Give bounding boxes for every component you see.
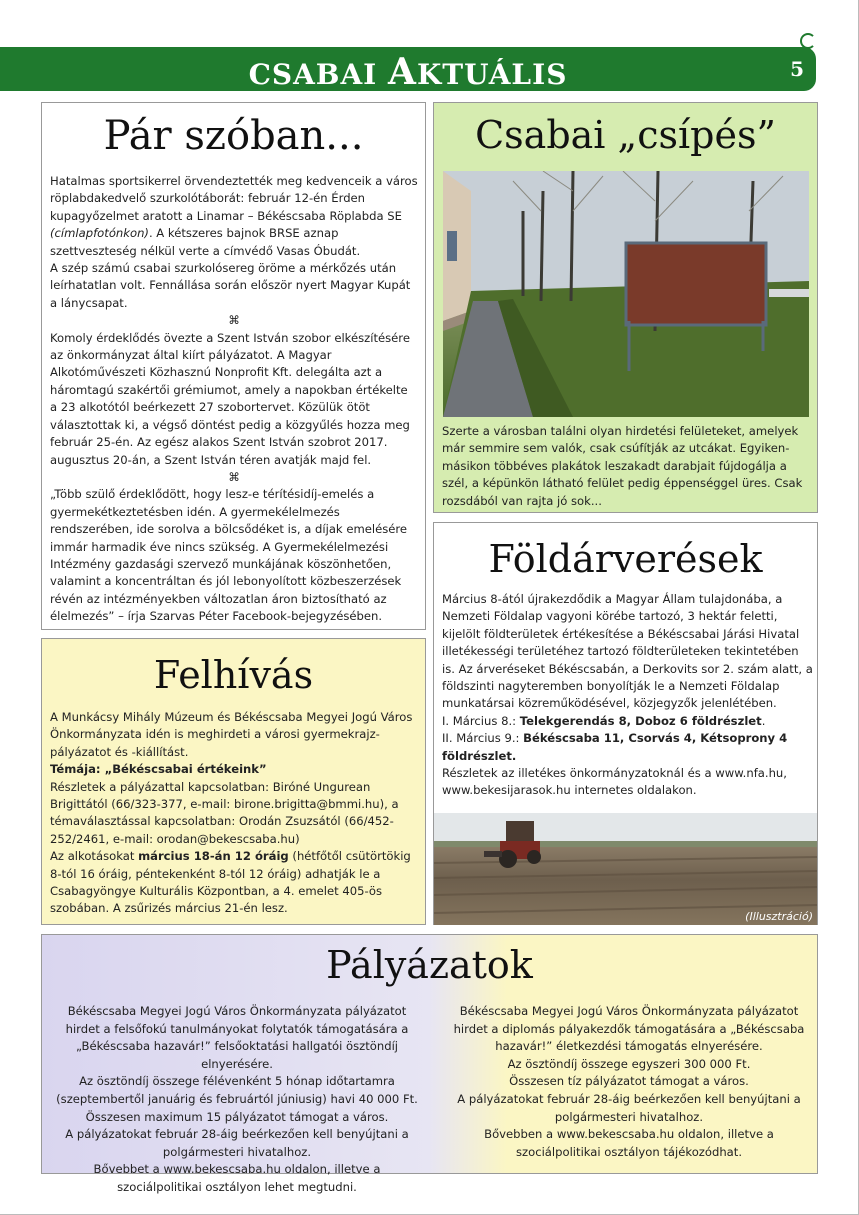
paragraph: Részletek az illetékes önkormányzatoknál és a www.nfa.hu, www.bekesijarasok.hu internetes oldalakon. [442, 766, 787, 798]
illustration-caption: (Illusztráció) [745, 910, 813, 923]
par-szoban-text [50, 173, 418, 626]
felhivas-text [50, 709, 420, 918]
csabai-csipes-box [433, 102, 818, 513]
par-szoban-box [41, 102, 426, 630]
paragraph: A Munkácsy Mihály Múzeum és Békéscsaba Megyei Jogú Város Önkormányzata idén is meghirdeti a városi gyermekrajz-pályázatot és -kiállítást. [50, 710, 413, 759]
tractor-photo [434, 813, 817, 925]
felhivas-title: Felhívás [153, 653, 314, 697]
paragraph: „Több szülő érdeklődött, hogy lesz-e térítésidíj-emelés a gyermekétkeztetésben idén. A gyermekélelmezés rendszerében, ide sorolva a bölcsődéket is, a díjak emelésére immár harmadik éve nincs szükség. A Gyermekélelmezési Intézmény gazdasági szervező munkájának köszönhetően, valamint a koncentráltan és jól lebonyolított közbeszerzések révén az intézményekben változatlan áron biztosítható az élelmezés” – írja Szarvas Péter Facebook-bejegyzésében. [50, 487, 408, 624]
paragraph: Hatalmas sportsikerrel örvendeztették meg kedvenceik a város röplabdakedvelő szurkolótáborát: február 12-én Érden kupagyőzelmet aratott a Linamar – Békéscsaba Röplabda SE (címlapfotónkon). A kétszeres bajnok BRSE aznap szettveszteség nélkül verte a címvédő Vasas Óbudát. [50, 174, 418, 258]
paragraph: Komoly érdeklődés övezte a Szent István szobor elkészítésére az önkormányzat által kiírt pályázatot. A Magyar Alkotóművészeti Közhasznú Nonprofit Kft. delegálta azt a háromtagú szakértői grémiumot, amely a napokban értékelte a 23 alkotótól beérkezett 27 szobortervet. Közülük ötöt választottak ki, a végső döntést pedig a közgyűlés hozza meg február 25-én. Az egész alakos Szent István szobrot 2017. augusztus 20-án, a Szent István téren avatják majd fel. [50, 330, 410, 467]
csabai-csipes-caption: Szerte a városban találni olyan hirdetési felületeket, amelyek már semmire sem valók, csak csúfítják az utcákat. Egyiken-másikon többéves plakátok leszakadt darabjait fújdogálja a szél, a képünkön látható felület pedig éppenséggel üres. Csak rozsdából van rajta jó sok... [442, 424, 803, 508]
page-header [0, 47, 816, 91]
paragraph: Részletek a pályázattal kapcsolatban: Biróné Ungurean Brigittától (66/323-377, e-mail: birone.brigitta@bmmi.hu), a témaválasztással kapcsolatban: Orodán Zsuzsától (66/452-252/2461, e-mail: orodan@bekescsaba.hu) [50, 779, 399, 846]
csabai-csipes-title: Csabai „csípés” [475, 113, 776, 157]
separator-icon: ⌘ [228, 313, 240, 328]
paragraph: A pályázatokat február 28-áig beérkezően kell benyújtani a polgármesteri hivatalhoz. [457, 1091, 801, 1124]
felhivas-box [41, 638, 426, 925]
paragraph: Az ösztöndíj összege egyszeri 300 000 Ft. [507, 1056, 751, 1071]
foldarveresek-box [433, 522, 818, 925]
auction-line-2: II. Március 9.: Békéscsaba 11, Csorvás 4, Kétsoprony 4 földrészlet. [442, 731, 788, 763]
par-szoban-title: Pár szóban... [103, 113, 364, 159]
paragraph: Bővebbet a www.bekescsaba.hu oldalon, illetve a szociálpolitikai osztályon lehet megtudni. [93, 1162, 381, 1194]
palyazat-right-column [446, 1003, 812, 1161]
paragraph: Bővebben a www.bekescsaba.hu oldalon, illetve a szociálpolitikai osztályon tájékozódhat. [484, 1127, 774, 1159]
palyazatok-title: Pályázatok [326, 943, 533, 987]
foldarveresek-text [442, 591, 814, 800]
page-number: 5 [790, 57, 804, 81]
foldarveresek-title: Földárverések [488, 537, 763, 581]
paragraph: Március 8-ától újrakezdődik a Magyar Állam tulajdonába, a Nemzeti Földalap vagyoni körébe tartozó, 3 hektár feletti, kijelölt földterületek értékesítése a Békéscsabai Járási Hivatal illetékességi területéhez tartozó földterületeken tekintetében is. Az árveréseket Békéscsabán, a Derkovits sor 2. szám alatt, a földszinti nagyteremben bonyolítják le a Nemzeti Földalap munkatársai közreműködésével, közjegyzők jelenlétében. [442, 592, 813, 711]
auction-line-1: I. Március 8.: Telekgerendás 8, Doboz 6 földrészlet. [442, 713, 766, 728]
separator-icon: ⌘ [228, 469, 240, 484]
theme-line: Témája: „Békéscsabai értékeink” [50, 762, 267, 777]
paragraph: A szép számú csabai szurkolósereg öröme a mérkőzés után leírhatatlan volt. Fennállása során először nyert Magyar Kupát a lánycsapat. [50, 261, 411, 310]
palyazat-left-column [52, 1003, 422, 1197]
paragraph: Az ösztöndíj összege félévenként 5 hónap időtartamra (szeptembertől januárig és februártól júniusig) havi 40 000 Ft. [56, 1074, 418, 1106]
publication-title: CSABAI AKTUÁLIS [248, 51, 568, 93]
palyazatok-box [41, 934, 818, 1194]
paragraph: Békéscsaba Megyei Jogú Város Önkormányzata pályázatot hirdet a felsőfokú tanulmányokat folytatók támogatására a „Békéscsaba hazavár!” felsőoktatási hallgatói ösztöndíj elnyerésére. [65, 1004, 409, 1071]
paragraph: Békéscsaba Megyei Jogú Város Önkormányzata pályázatot hirdet a diplomás pályakezdők támogatására a „Békéscsaba hazavár!” életkezdési támogatás elnyerésére. [453, 1004, 805, 1054]
paragraph: Összesen tíz pályázatot támogat a város. [509, 1074, 749, 1089]
paragraph: Az alkotásokat március 18-án 12 óráig (hétfőtől csütörtökig 8-tól 16 óráig, péntekenként 8-tól 12 óráig) adhatják le a Csabagyöngye Kulturális Központban, a 4. emelet 405-ös szobában. A zsűrizés március 21-én lesz. [50, 849, 411, 916]
billboard-photo [443, 171, 809, 417]
paragraph: A pályázatokat február 28-áig beérkezően kell benyújtani a polgármesteri hivatalhoz. [65, 1127, 409, 1159]
paragraph: Összesen maximum 15 pályázatot támogat a város. [85, 1109, 389, 1124]
